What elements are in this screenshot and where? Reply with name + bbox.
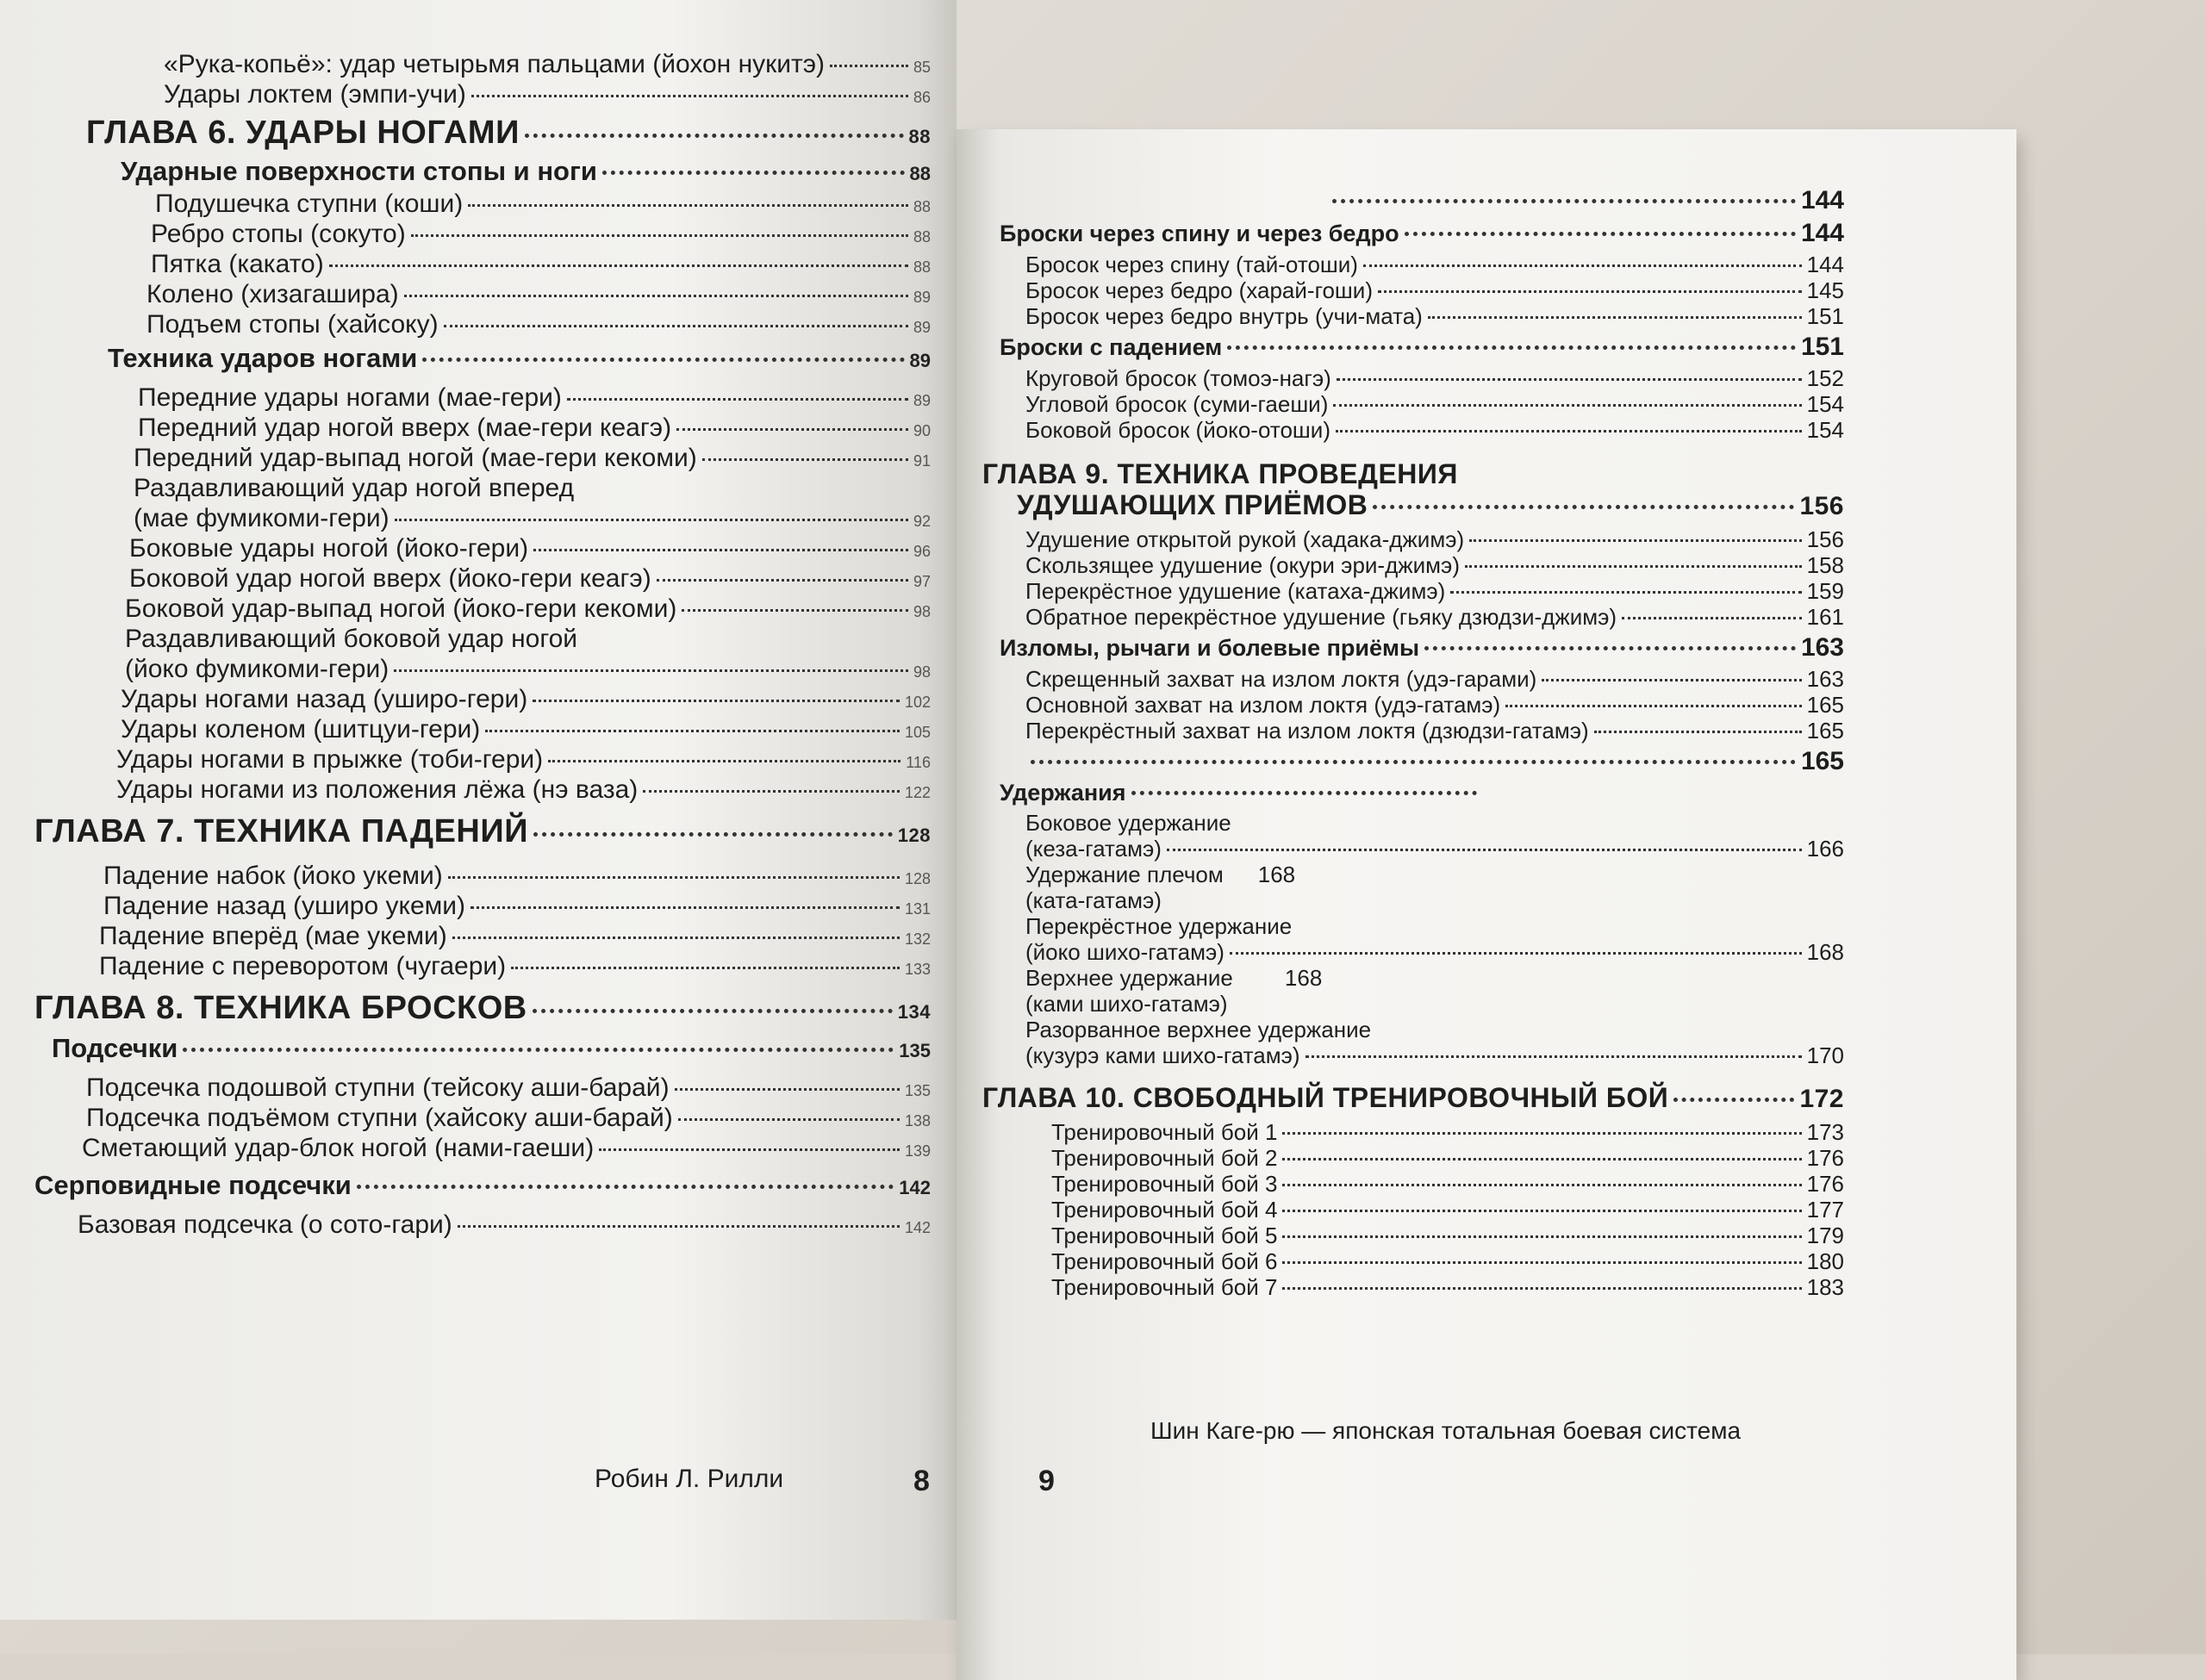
toc-entry: Скрещенный захват на излом локтя (удэ-гарами) 163 bbox=[1025, 666, 1844, 692]
chapter-heading: ГЛАВА 8. ТЕХНИКА БРОСКОВ 134 bbox=[34, 990, 931, 1026]
toc-entry: Удары ногами в прыжке (тоби-гери) 116 bbox=[116, 745, 931, 774]
toc-entry: (кеза-гатамэ) 166 bbox=[1025, 836, 1844, 862]
toc-entry: Подсечка подъёмом ступни (хайсоку аши-барай) 138 bbox=[86, 1104, 931, 1132]
hold-entry-line2: (ката-гатамэ) bbox=[1025, 887, 1162, 913]
section-heading: Ударные поверхности стопы и ноги 88 bbox=[121, 156, 931, 186]
section-heading: Броски с падением 151 bbox=[1000, 333, 1844, 361]
toc-entry: Угловой бросок (суми-гаеши) 154 bbox=[1025, 391, 1844, 417]
toc-entry: «Рука-копьё»: удар четырьмя пальцами (йохон нукитэ) 85 bbox=[164, 50, 931, 78]
toc-entry: Сметающий удар-блок ногой (нами-гаеши) 139 bbox=[82, 1134, 931, 1162]
section-heading: Техника ударов ногами 89 bbox=[108, 343, 931, 373]
section-heading: Удержания bbox=[982, 781, 1844, 805]
toc-entry: Бросок через спину (тай-отоши) 144 bbox=[1025, 252, 1844, 277]
toc-entry: Боковой удар-выпад ногой (йоко-гери кекоми) 98 bbox=[125, 594, 931, 623]
section-heading: Серповидные подсечки 142 bbox=[34, 1170, 931, 1200]
hold-entry-line2: (ками шихо-гатамэ) bbox=[1025, 991, 1228, 1017]
toc-entry: Удары локтем (эмпи-учи) 86 bbox=[164, 80, 931, 109]
toc-entry: Передний удар ногой вверх (мае-гери кеагэ) 90 bbox=[138, 414, 931, 442]
toc-entry: Тренировочный бой 6 180 bbox=[1051, 1248, 1844, 1274]
toc-entry: Падение с переворотом (чугаери) 133 bbox=[99, 952, 931, 980]
toc-entry: Падение вперёд (мае укеми) 132 bbox=[99, 922, 931, 950]
toc-entry: Подушечка ступни (коши) 88 bbox=[155, 190, 931, 218]
toc-entry: Падение назад (уширо укеми) 131 bbox=[103, 892, 931, 920]
toc-entry: Подъем стопы (хайсоку) 89 bbox=[146, 310, 931, 339]
toc-entry: Колено (хизагашира) 89 bbox=[146, 280, 931, 308]
toc-entry: (мае фумикоми-гери) 92 bbox=[134, 504, 931, 532]
toc-entry: Подсечка подошвой ступни (тейсоку аши-барай) 135 bbox=[86, 1073, 931, 1102]
section-heading: Подсечки 135 bbox=[52, 1033, 931, 1063]
toc-entry: Скользящее удушение (окури эри-джимэ) 158 bbox=[1025, 552, 1844, 578]
toc-entry-first-line: Раздавливающий боковой удар ногой bbox=[125, 625, 578, 653]
hold-entry-line1: Разорванное верхнее удержание bbox=[1025, 1017, 1372, 1042]
toc-entry: Базовая подсечка (о сото-гари) 142 bbox=[78, 1210, 931, 1239]
toc-entry: Тренировочный бой 4 177 bbox=[1051, 1197, 1844, 1223]
toc-entry: Тренировочный бой 3 176 bbox=[1051, 1171, 1844, 1197]
section-heading: Изломы, рычаги и болевые приёмы 163 bbox=[1000, 633, 1844, 662]
toc-entry: (йоко шихо-гатамэ) 168 bbox=[1025, 939, 1844, 965]
toc-entry: Пятка (какато) 88 bbox=[151, 250, 931, 278]
toc-entry: Передний удар-выпад ногой (мае-гери кекоми) 91 bbox=[134, 444, 931, 472]
toc-entry: Круговой бросок (томоэ-нагэ) 152 bbox=[1025, 365, 1844, 391]
chapter-heading: ГЛАВА 10. СВОБОДНЫЙ ТРЕНИРОВОЧНЫЙ БОЙ 172 bbox=[982, 1082, 1844, 1113]
toc-entry: Боковой удар ногой вверх (йоко-гери кеагэ) 97 bbox=[129, 564, 931, 593]
toc-entry: Боковой бросок (йоко-отоши) 154 bbox=[1025, 417, 1844, 443]
toc-entry: Удары коленом (шитцуи-гери) 105 bbox=[121, 715, 931, 744]
toc-entry: (кузурэ ками шихо-гатамэ) 170 bbox=[1025, 1042, 1844, 1068]
toc-entry: 144 bbox=[982, 188, 1844, 214]
toc-entry: Ребро стопы (сокуто) 88 bbox=[151, 220, 931, 248]
chapter-heading-line2: УДУШАЮЩИХ ПРИЁМОВ 156 bbox=[1017, 489, 1844, 520]
hold-entry-line1: Удержание плечом 168 bbox=[1025, 862, 1296, 887]
toc-entry-first-line: Раздавливающий удар ногой вперед bbox=[134, 474, 575, 502]
toc-entry: (йоко фумикоми-гери) 98 bbox=[125, 655, 931, 683]
toc-entry: Тренировочный бой 5 179 bbox=[1051, 1223, 1844, 1248]
right-page-number: 9 bbox=[1038, 1465, 1055, 1497]
toc-entry: Передние удары ногами (мае-гери) 89 bbox=[138, 383, 931, 412]
chapter-heading: ГЛАВА 7. ТЕХНИКА ПАДЕНИЙ 128 bbox=[34, 813, 931, 849]
chapter-heading: ГЛАВА 9. ТЕХНИКА ПРОВЕДЕНИЯ bbox=[982, 458, 1458, 489]
toc-entry: Удушение открытой рукой (хадака-джимэ) 156 bbox=[1025, 526, 1844, 552]
toc-entry: Тренировочный бой 1 173 bbox=[1051, 1119, 1844, 1145]
toc-entry: Тренировочный бой 7 183 bbox=[1051, 1274, 1844, 1300]
toc-entry: Боковые удары ногой (йоко-гери) 96 bbox=[129, 534, 931, 563]
left-page-number: 8 bbox=[913, 1465, 930, 1497]
right-page-book-title: Шин Каге-рю — японская тотальная боевая система bbox=[1150, 1417, 1742, 1444]
toc-entry: Бросок через бедро внутрь (учи-мата) 151 bbox=[1025, 303, 1844, 329]
toc-entry: Перекрёстный захват на излом локтя (дзюдзи-гатамэ) 165 bbox=[1025, 718, 1844, 744]
toc-entry: Обратное перекрёстное удушение (гьяку дзюдзи-джимэ) 161 bbox=[1025, 604, 1844, 630]
toc-entry: Падение набок (йоко укеми) 128 bbox=[103, 862, 931, 890]
toc-entry: Удары ногами из положения лёжа (нэ ваза) 122 bbox=[116, 775, 931, 804]
hold-entry-line1: Перекрёстное удержание bbox=[1025, 913, 1293, 939]
left-toc bbox=[34, 52, 931, 1242]
right-toc bbox=[982, 181, 1844, 1302]
section-heading: Броски через спину и через бедро 144 bbox=[1000, 219, 1844, 247]
toc-entry: Тренировочный бой 2 176 bbox=[1051, 1145, 1844, 1171]
left-page-author: Робин Л. Рилли bbox=[595, 1465, 784, 1493]
toc-entry: Перекрёстное удушение (катаха-джимэ) 159 bbox=[1025, 578, 1844, 604]
toc-entry: Основной захват на излом локтя (удэ-гатамэ) 165 bbox=[1025, 692, 1844, 718]
chapter-heading: ГЛАВА 6. УДАРЫ НОГАМИ 88 bbox=[86, 115, 931, 151]
toc-entry: Удары ногами назад (уширо-гери) 102 bbox=[121, 685, 931, 713]
hold-entry-line1: Верхнее удержание 168 bbox=[1025, 965, 1323, 991]
hold-entry-line1: Боковое удержание bbox=[1025, 810, 1231, 836]
toc-entry: 165 bbox=[982, 749, 1844, 775]
toc-entry: Бросок через бедро (харай-гоши) 145 bbox=[1025, 277, 1844, 303]
